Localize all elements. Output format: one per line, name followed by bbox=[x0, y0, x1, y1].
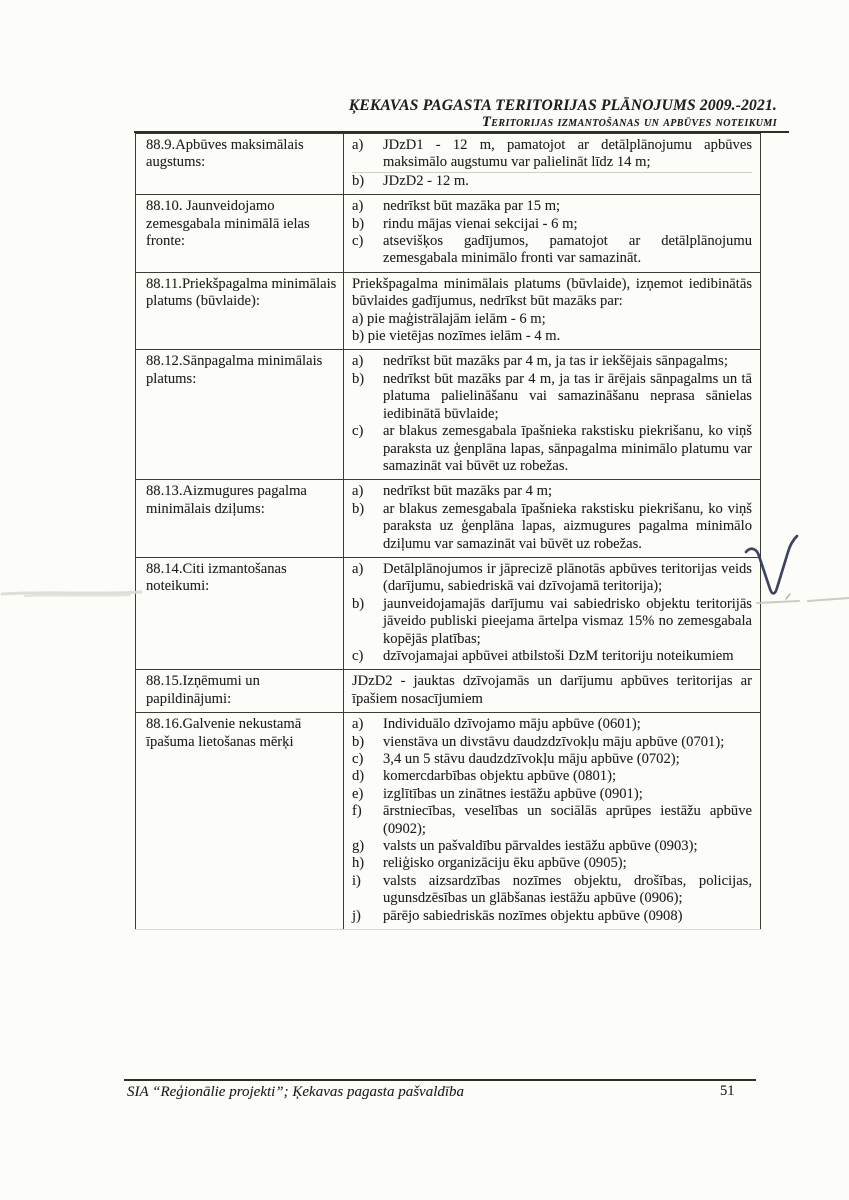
list-item bbox=[352, 501, 752, 553]
regulations-table bbox=[135, 133, 761, 930]
list-item bbox=[352, 198, 752, 215]
item-letter: e) bbox=[352, 785, 364, 802]
item-letter: b) bbox=[352, 595, 365, 612]
table-row bbox=[136, 480, 761, 558]
row-paragraph: Priekšpagalma minimālais platums (būvlaide), izņemot iedibinātās būvlaides gadījumus, nedrīkst būt mazāks par: bbox=[352, 275, 752, 310]
table-row bbox=[136, 272, 761, 350]
item-text: JDzD1 - 12 m, pamatojot ar detālplānojumu apbūves maksimālo augstumu var palielināt līdz 14 m; bbox=[383, 137, 752, 171]
row-label: 88.13.Aizmugures pagalma minimālais dziļums: bbox=[136, 480, 344, 558]
item-text: nedrīkst būt mazāka par 15 m; bbox=[383, 198, 561, 215]
item-letter: j) bbox=[352, 907, 361, 924]
item-text: nedrīkst būt mazāks par 4 m, ja tas ir ārējais sānpagalms un tā platuma palielināšanu vai samazināšanu neprasa sānielas iedibinātā būvlaide; bbox=[383, 370, 752, 422]
item-letter: b) bbox=[352, 172, 365, 189]
list-item bbox=[352, 648, 752, 665]
row-content bbox=[344, 557, 761, 669]
item-text: komercdarbības objektu apbūve (0801); bbox=[383, 768, 617, 785]
item-letter: a) bbox=[352, 716, 364, 733]
row-paragraph: a) pie maģistrālajām ielām - 6 m; bbox=[352, 310, 546, 327]
list-item bbox=[352, 855, 752, 872]
item-letter: c) bbox=[352, 751, 364, 767]
item-text: JDzD2 - 12 m. bbox=[383, 172, 469, 189]
row-content bbox=[344, 713, 761, 930]
item-text: ar blakus zemesgabala īpašnieka rakstisku piekrišanu, ko viņš paraksta uz ģenplāna lapas, aizmugures pagalma minimālo dziļumu var samazināt vai būvēt uz robežas. bbox=[383, 500, 752, 552]
item-text: izglītības un zinātnes iestāžu apbūve (0901); bbox=[383, 785, 643, 802]
document-header bbox=[349, 97, 777, 130]
list-item bbox=[352, 423, 752, 475]
row-label: 88.10. Jaunveidojamo zemesgabala minimālā ielas fronte: bbox=[136, 195, 344, 273]
row-content bbox=[344, 195, 761, 273]
item-letter: b) bbox=[352, 733, 365, 750]
item-letter: f) bbox=[352, 803, 362, 820]
item-text: atsevišķos gadījumos, pamatojot ar detālplānojumu zemesgabala minimālo fronti var samazināt. bbox=[383, 233, 752, 267]
list-item bbox=[352, 596, 752, 648]
footer-rule bbox=[124, 1079, 756, 1081]
pencil-tick bbox=[786, 594, 790, 599]
item-text: pārējo sabiedriskās nozīmes objektu apbūve (0908) bbox=[383, 907, 683, 924]
row-label: 88.16.Galvenie nekustamā īpašuma lietošanas mērķi bbox=[136, 713, 344, 930]
item-text: valsts aizsardzības nozīmes objektu, drošības, policijas, ugunsdzēsības un glābšanas iestāžu apbūve (0906); bbox=[383, 872, 752, 907]
table-row bbox=[136, 350, 761, 480]
row-label: 88.12.Sānpagalma minimālais platums: bbox=[136, 350, 344, 480]
item-text: 3,4 un 5 stāvu daudzdzīvokļu māju apbūve (0702); bbox=[383, 751, 680, 767]
row-content bbox=[344, 272, 761, 350]
row-label: 88.14.Citi izmantošanas noteikumi: bbox=[136, 557, 344, 669]
row-label: 88.11.Priekšpagalma minimālais platums (būvlaide): bbox=[136, 272, 344, 350]
item-text: nedrīkst būt mazāks par 4 m; bbox=[383, 483, 553, 500]
document-title: ĶEKAVAS PAGASTA TERITORIJAS PLĀNOJUMS 2009.-2021. bbox=[348, 97, 777, 114]
list-item bbox=[352, 137, 752, 172]
list-item bbox=[352, 751, 752, 768]
item-letter: g) bbox=[352, 838, 365, 855]
item-text: Individuālo dzīvojamo māju apbūve (0601); bbox=[383, 716, 641, 733]
margin-smudge-2 bbox=[25, 595, 130, 596]
item-letter: i) bbox=[352, 872, 361, 889]
list-item bbox=[352, 768, 752, 785]
list-item bbox=[352, 716, 752, 733]
item-letter: a) bbox=[352, 483, 364, 500]
list-item bbox=[352, 216, 752, 233]
table-row bbox=[136, 195, 761, 273]
footer-credit: SIA “Reģionālie projekti”; Ķekavas pagasta pašvaldība bbox=[127, 1084, 465, 1100]
margin-smudge bbox=[2, 592, 141, 594]
list-item bbox=[352, 172, 752, 190]
item-letter: c) bbox=[352, 647, 364, 664]
row-content bbox=[344, 350, 761, 480]
list-item bbox=[352, 371, 752, 423]
document-subtitle: Teritorijas izmantošanas un apbūves noteikumi bbox=[482, 114, 777, 130]
item-letter: b) bbox=[352, 370, 365, 387]
list-item bbox=[352, 803, 752, 838]
item-text: vienstāva un divstāvu daudzdzīvokļu māju apbūve (0701); bbox=[383, 733, 725, 750]
list-item bbox=[352, 483, 752, 500]
item-letter: a) bbox=[352, 198, 364, 215]
page-number: 51 bbox=[720, 1083, 735, 1099]
row-label: 88.9.Apbūves maksimālais augstums: bbox=[136, 134, 344, 195]
item-text: nedrīkst būt mazāks par 4 m, ja tas ir iekšējais sānpagalms; bbox=[383, 353, 728, 370]
item-letter: a) bbox=[352, 137, 364, 153]
item-text: rindu mājas vienai sekcijai - 6 m; bbox=[383, 215, 578, 232]
item-text: Detālplānojumos ir jāprecizē plānotās apbūves teritorijas veids (darījumu, sabiedriskā vai dzīvojamā teritorija); bbox=[383, 560, 752, 595]
table-row bbox=[136, 134, 761, 195]
list-item bbox=[352, 838, 752, 855]
item-text: reliģisko organizāciju ēku apbūve (0905); bbox=[383, 855, 627, 872]
item-letter: c) bbox=[352, 233, 364, 250]
list-item bbox=[352, 786, 752, 803]
item-letter: c) bbox=[352, 423, 364, 440]
pencil-dash bbox=[757, 598, 849, 603]
row-content bbox=[344, 670, 761, 713]
item-letter: d) bbox=[352, 768, 365, 785]
row-content bbox=[344, 480, 761, 558]
item-text: valsts un pašvaldību pārvaldes iestāžu apbūve (0903); bbox=[383, 838, 698, 855]
table-row bbox=[136, 670, 761, 713]
item-text: ārstniecības, veselības un sociālās aprūpes iestāžu apbūve (0902); bbox=[383, 803, 752, 837]
item-text: jaunveidojamajās darījumu vai sabiedrisko objektu teritorijās jāveido publiski pieejama ārtelpa vismaz 15% no zemesgabala kopējās platības; bbox=[383, 595, 752, 647]
row-paragraph: JDzD2 - jauktas dzīvojamās un darījumu apbūves teritorijas ar īpašiem nosacījumiem bbox=[352, 673, 752, 707]
item-text: ar blakus zemesgabala īpašnieka rakstisku piekrišanu, ko viņš paraksta uz ģenplāna lapas, sānpagalma minimālo platumu var samazināt vai būvēt uz robežas. bbox=[383, 423, 752, 474]
item-letter: b) bbox=[352, 215, 365, 232]
item-text: dzīvojamajai apbūvei atbilstoši DzM teritoriju noteikumiem bbox=[383, 647, 734, 664]
list-item bbox=[352, 561, 752, 596]
row-content bbox=[344, 134, 761, 195]
item-letter: b) bbox=[352, 500, 365, 517]
item-letter: a) bbox=[352, 353, 364, 370]
table-row bbox=[136, 557, 761, 669]
row-paragraph: b) pie vietējas nozīmes ielām - 4 m. bbox=[352, 328, 561, 345]
item-letter: h) bbox=[352, 855, 365, 872]
list-item bbox=[352, 908, 752, 925]
table-row bbox=[136, 713, 761, 930]
list-item bbox=[352, 233, 752, 268]
list-item bbox=[352, 734, 752, 751]
item-letter: a) bbox=[352, 560, 364, 577]
row-label: 88.15.Izņēmumi un papildinājumi: bbox=[136, 670, 344, 713]
list-item bbox=[352, 353, 752, 370]
list-item bbox=[352, 873, 752, 908]
